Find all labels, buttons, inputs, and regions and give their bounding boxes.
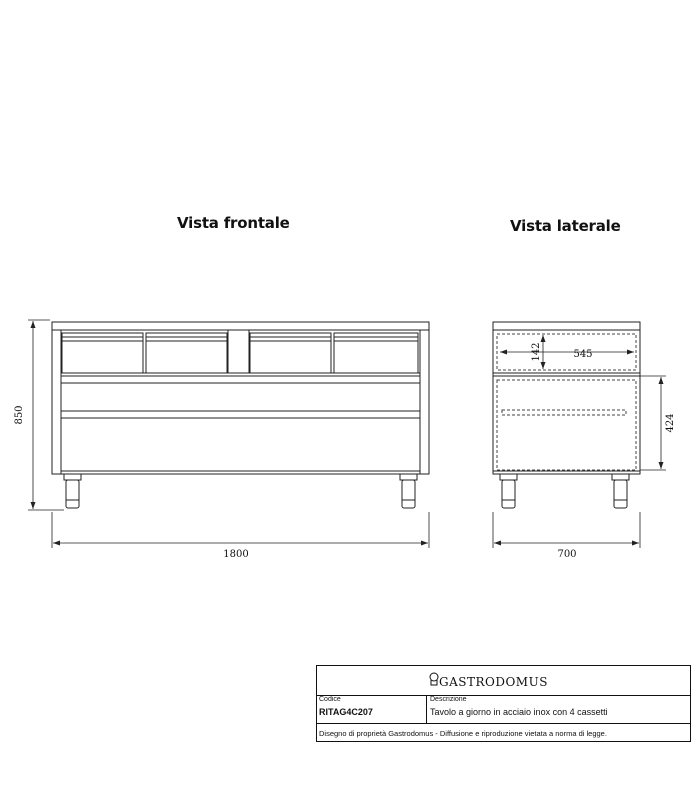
front-left-frame [52,330,61,474]
drawer-width-label: 545 [573,349,593,360]
front-drawer-3 [250,333,331,373]
front-height-dimension [28,320,64,510]
front-left-foot [64,474,81,508]
front-view [52,322,429,508]
front-center-divider [228,330,249,373]
drawer-dimensions [500,335,634,369]
title-block [316,665,691,742]
brand-name: GASTRODOMUS [439,675,548,689]
front-top-panel [52,322,429,330]
side-view [493,322,640,508]
lower-height-dimension [640,376,666,470]
front-drawer-2 [146,333,227,373]
code-cell [317,695,427,723]
front-drawer-4 [334,333,418,373]
front-view-title: Vista frontale [177,214,290,232]
side-depth-label: 700 [557,549,577,560]
code-value: RITAG4C207 [319,707,373,717]
front-right-foot [400,474,417,508]
drawer-height-label: 142 [531,342,542,362]
front-width-label: 1800 [223,549,249,560]
front-width-dimension [52,512,429,548]
front-drawer-1 [62,333,143,373]
side-shelf-dashed [502,410,626,415]
property-notice: Disegno di proprietà Gastrodomus - Diffusione e riproduzione vietata a norma di legge. [319,729,607,738]
side-right-foot [612,474,629,508]
front-height-label: 850 [14,405,25,425]
side-lower-outline [497,380,636,470]
side-top-panel [493,322,640,330]
description-label: Descrizione [430,696,467,703]
front-right-frame [420,330,429,474]
side-view-title: Vista laterale [510,217,621,235]
title-block-info-row [317,695,690,724]
side-left-foot [500,474,517,508]
lower-height-label: 424 [665,413,676,433]
title-block-logo-row [317,666,690,696]
side-depth-dimension [493,512,640,548]
description-value: Tavolo a giorno in acciaio inox con 4 cassetti [430,707,608,717]
code-label: Codice [319,696,341,703]
